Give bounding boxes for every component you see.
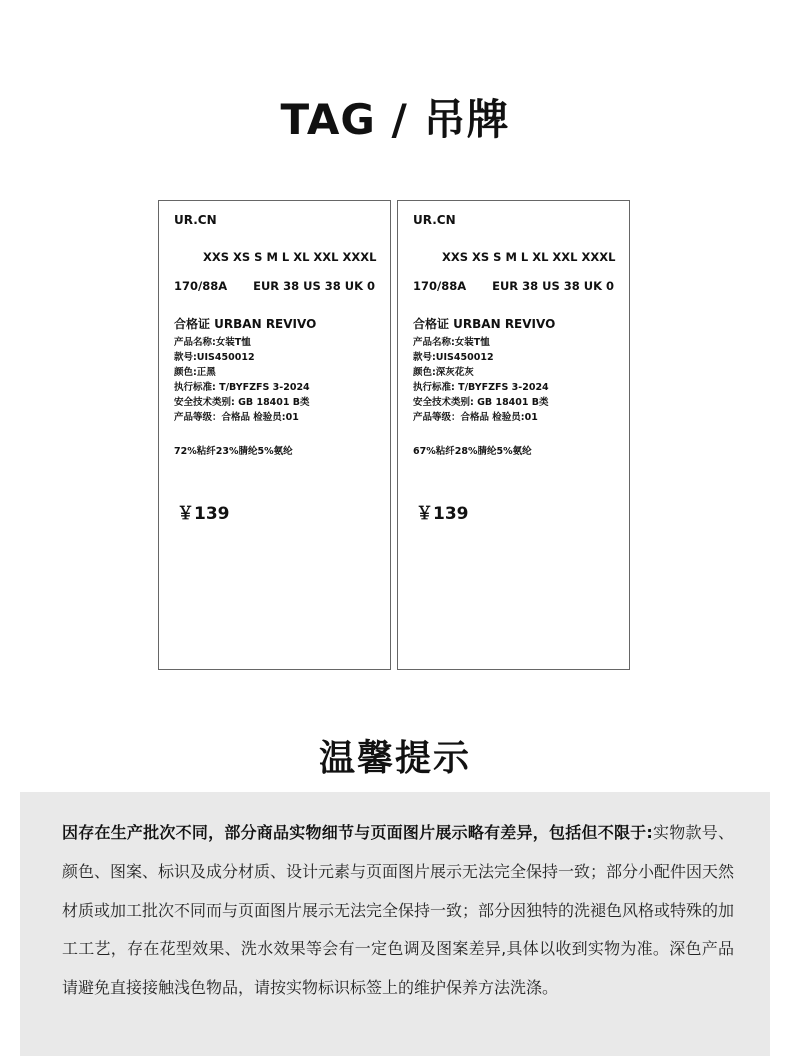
tag-measurements — [413, 279, 614, 293]
tag-grade: 产品等级：合格品 检验员:01 — [413, 412, 538, 423]
notice-panel — [20, 792, 770, 1056]
tag-product-name: 产品名称:女装T恤 — [413, 337, 490, 348]
notice-lead: 因存在生产批次不同，部分商品实物细节与页面图片展示略有差异，包括但不限于: — [62, 823, 653, 842]
tag-size-range: XXS XS S M L XL XXL XXXL — [442, 250, 616, 264]
tag-safety-category: 安全技术类别: GB 18401 B类 — [174, 397, 310, 408]
tag-composition: 72%粘纤23%腈纶5%氨纶 — [174, 446, 293, 457]
tag-measurements — [174, 279, 375, 293]
tag-brand: UR.CN — [413, 213, 456, 227]
tag-color: 颜色:深灰花灰 — [413, 367, 474, 378]
hang-tag-grey — [397, 200, 630, 670]
tag-certificate: 合格证 URBAN REVIVO — [413, 317, 556, 331]
tag-intl-size: EUR 38 US 38 UK 0 — [253, 279, 376, 293]
tag-intl-size: EUR 38 US 38 UK 0 — [492, 279, 615, 293]
tag-standard: 执行标准: T/BYFZFS 3-2024 — [174, 382, 310, 393]
tag-standard: 执行标准: T/BYFZFS 3-2024 — [413, 382, 549, 393]
tag-price: ￥139 — [416, 504, 469, 524]
tag-body-size: 170/88A — [174, 279, 228, 293]
notice-body: 实物款号、颜色、图案、标识及成分材质、设计元素与页面图片展示无法完全保持一致；部分小配件因天然材质或加工批次不同而与页面图片展示无法完全保持一致；部分因独特的洗褪色风格或特殊的加工工艺，存在花型效果、洗水效果等会有一定色调及图案差异,具体以收到实物为准。深色产品请避免直接接触浅色物品，请按实物标识标签上的维护保养方法洗涤。 — [62, 823, 735, 998]
tag-safety-category: 安全技术类别: GB 18401 B类 — [413, 397, 549, 408]
notice-title: 温馨提示 — [318, 738, 471, 779]
tag-color: 颜色:正黑 — [174, 367, 216, 378]
tag-style-number: 款号:UIS450012 — [413, 352, 494, 363]
tag-size-range: XXS XS S M L XL XXL XXXL — [203, 250, 377, 264]
tag-composition: 67%粘纤28%腈纶5%氨纶 — [413, 446, 532, 457]
hang-tag-black — [158, 200, 391, 670]
notice-text — [62, 814, 734, 1008]
tag-grade: 产品等级：合格品 检验员:01 — [174, 412, 299, 423]
tag-product-name: 产品名称:女装T恤 — [174, 337, 251, 348]
tag-body-size: 170/88A — [413, 279, 467, 293]
tag-certificate: 合格证 URBAN REVIVO — [174, 317, 317, 331]
tag-gallery — [158, 200, 632, 672]
tag-style-number: 款号:UIS450012 — [174, 352, 255, 363]
page-title: TAG / 吊牌 — [280, 95, 510, 144]
tag-price: ￥139 — [177, 504, 230, 524]
tag-brand: UR.CN — [174, 213, 217, 227]
